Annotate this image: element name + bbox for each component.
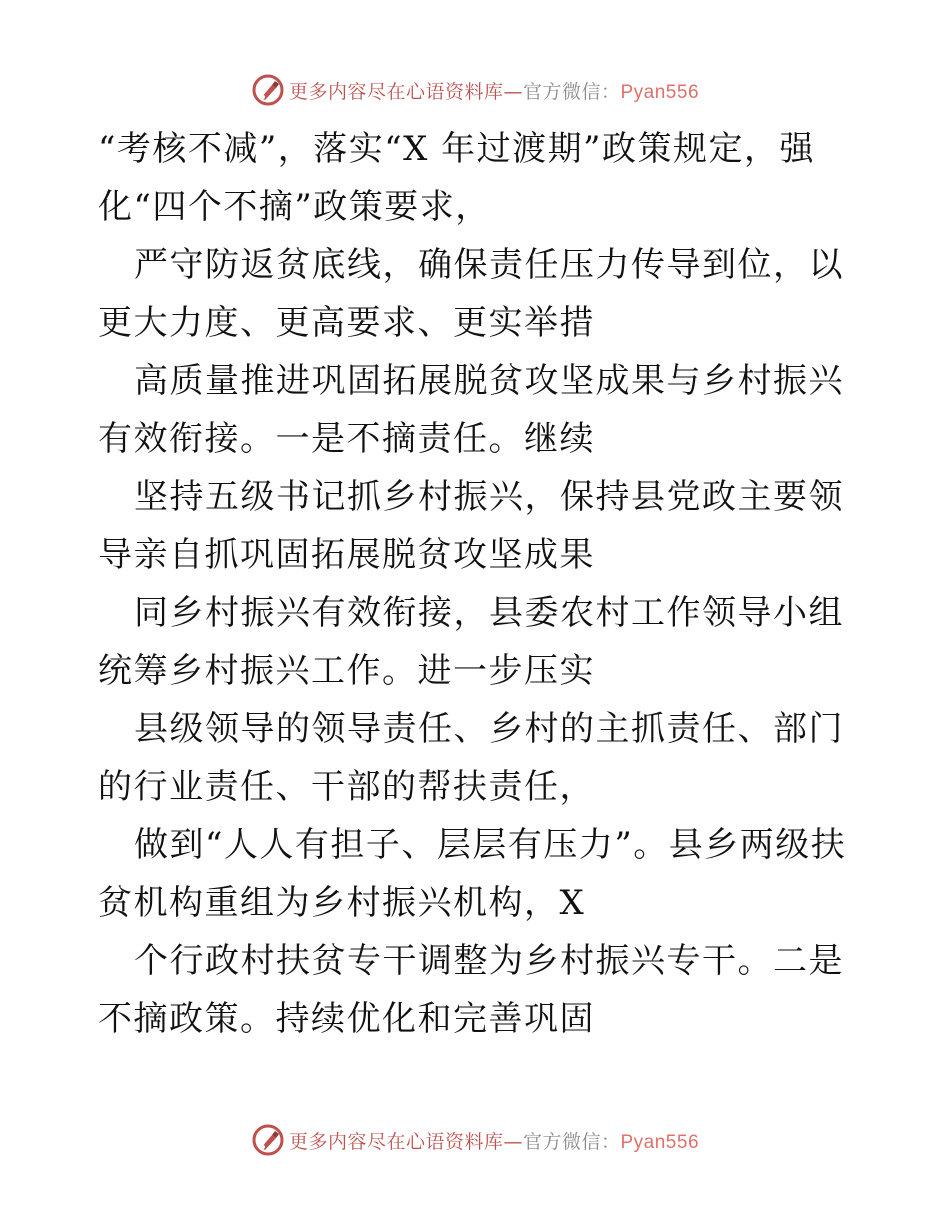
- pen-logo-icon: [251, 73, 285, 107]
- watermark-dash: —: [503, 80, 523, 103]
- pen-logo-icon: [251, 1123, 285, 1157]
- watermark-text: [289, 1127, 699, 1154]
- watermark-dash: —: [503, 1130, 523, 1153]
- watermark-site: 更多内容尽在心语资料库: [288, 1130, 504, 1153]
- document-body: [98, 120, 858, 1048]
- paragraph-5: 同乡村振兴有效衔接，县委农村工作领导小组统筹乡村振兴工作。进一步压实: [98, 593, 844, 691]
- watermark-text: [289, 77, 699, 104]
- paragraph-4: 坚持五级书记抓乡村振兴，保持县党政主要领导亲自抓巩固拓展脱贫攻坚成果: [98, 477, 844, 575]
- watermark-wechat-id: Pyan556: [620, 81, 700, 103]
- paragraph-7: 做到“人人有担子、层层有压力”。县乡两级扶贫机构重组为乡村振兴机构，X: [98, 825, 847, 923]
- watermark-site: 更多内容尽在心语资料库: [288, 80, 504, 103]
- paragraph-6: 县级领导的领导责任、乡村的主抓责任、部门的行业责任、干部的帮扶责任，: [98, 709, 844, 807]
- watermark-wechat-label: 官方微信：: [522, 80, 621, 103]
- paragraph-1: “考核不减”，落实“X 年过渡期”政策规定，强化“四个不摘”政策要求，: [98, 129, 816, 227]
- paragraph-8: 个行政村扶贫专干调整为乡村振兴专干。二是不摘政策。持续优化和完善巩固: [98, 941, 844, 1039]
- footer-watermark: [0, 1120, 950, 1160]
- paragraph-2: 严守防返贫底线，确保责任压力传导到位，以更大力度、更高要求、更实举措: [98, 245, 844, 343]
- paragraph-3: 高质量推进巩固拓展脱贫攻坚成果与乡村振兴有效衔接。一是不摘责任。继续: [98, 361, 844, 459]
- watermark-wechat-id: Pyan556: [620, 1131, 700, 1153]
- watermark-wechat-label: 官方微信：: [522, 1130, 621, 1153]
- header-watermark: [0, 70, 950, 110]
